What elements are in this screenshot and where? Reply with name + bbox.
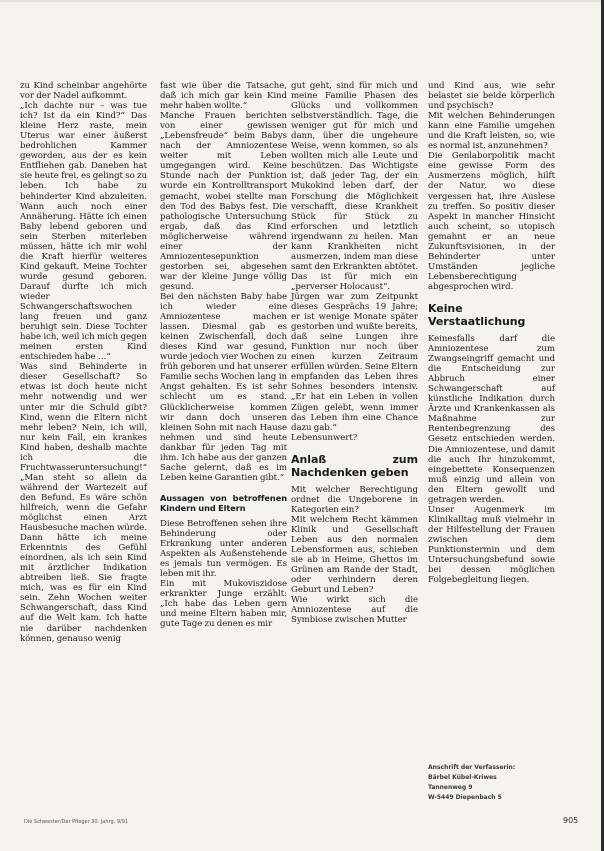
paragraph: Die Genlaborpolitik macht eine gewisse Form des Ausmerzens möglich, hilft der Natur, wo diese vergessen hat, ihre Auslese zu treffen. So positiv dieser Aspekt in mancher Hinsicht auch scheint, so utopisch gemahnt er an neue Zukunftsvisionen, in der Behinderter unter Umständen jegliche Lebensberechtigung abgesprochen wird. bbox=[428, 151, 555, 292]
journal-footer: Die Schwester/Der Pfleger 30. Jahrg. 9/91 bbox=[24, 819, 129, 825]
author-address bbox=[428, 763, 558, 803]
paragraph: Diese Betroffenen sehen ihre Behinderung oder Erkrankung unter anderen Aspekten als Außenstehende es jemals tun vermögen. Es leben mit ihr. bbox=[160, 518, 287, 580]
address-line: W-5449 Diepenbach 5 bbox=[428, 794, 502, 801]
paragraph: Keinesfalls darf die Amniozentese zum Zwangseingriff gemacht und die Entscheidung zur Abbruch einer Schwangerschaft auf künstliche Indikation durch Ärzte und Krankenkassen als Maßnahme zur Rentenbegrenzung des Gesetz entschieden werden. Die Amniozentese, und damit die auch Ihr hinzukommt, eingebettete Konsequenzen muß einzig und allein von den Eltern gewollt und getragen werden. bbox=[428, 333, 555, 505]
paragraph: „Man steht so allein da während der Wartezeit auf den Befund. Es wäre schön hilfreich, wenn die Gefahr möglichst einen Arzt Hausbesuche machen würde. Dann hätte ich meine Erkenntnis des Gefühl einordnen, als ich sein Kind mit ärztlicher Indikation abtreiben ließ. Sie fragte mich, was es für ein Kind sein. Zehn Wochen weiter Schwangerschaft, dass Kind auf die Welt kam. Ich hatte nie darüber nachdenken können, genauso wenig bbox=[20, 472, 147, 644]
column-2 bbox=[160, 81, 287, 629]
paragraph: gut geht, sind für mich und meine Familie Phasen des Glücks und vollkommen selbstverständlich. Tage, die weniger gut für mich und dann, über die ungeheure Weise, wenn kommen, so als wollten mich alle Leute und beschützen. Das Wichtigste ist, daß jeder Tag, der ein Mukokind leben darf, der Forschung die Möglichkeit verschafft, diese Krankheit Stück für Stück zu erforschen und letztlich irgendwann zu heilen. Man kann Krankheiten nicht ausmerzen, indem man diese samt den Erkrankten abtötet. Das ist für mich ein „perverser Holocaust“. bbox=[291, 81, 418, 292]
paragraph: Was sind Behinderte in dieser Gesellschaft? So etwas ist doch heute nicht mehr notwendig und wer unter mir die Schuld gibt? Kind, wenn die Eltern nicht mehr leben? Nein, ich will, nur kein Fall, ein krankes Kind haben, deshalb machte ich die Fruchtwasseruntersuchung!“ bbox=[20, 362, 148, 473]
address-line: Tannenweg 9 bbox=[428, 784, 473, 791]
paragraph: Mit welchem Recht kämmen Klinik und Gesellschaft Leben aus den normalen Lebensformen aus, schieben sie ab in Heime, Ghettos im Grünen am Rande der Stadt, oder verhindern deren Geburt und Leben? bbox=[291, 514, 418, 596]
paragraph: Mit welchen Behinderungen kann eine Familie umgehen und die Kraft leisten, so, wie es normal ist, anzunehmen? bbox=[428, 111, 555, 152]
paragraph: und Kind aus, wie sehr belastet sie beide körperlich und psychisch? bbox=[428, 81, 555, 112]
address-line: Anschrift der Verfasserin: bbox=[428, 764, 516, 771]
column-4 bbox=[428, 81, 555, 585]
page-number: 905 bbox=[563, 816, 579, 825]
column-3 bbox=[291, 81, 418, 625]
paragraph: Unser Augenmerk im Klinikalltag muß vielmehr in der Hilfestellung der Frauen zwischen dem Punktionstermin und dem Untersuchungsbefund sowie bei dessen möglichen Folgebegleitung liegen. bbox=[428, 504, 555, 586]
paragraph: Bei den nächsten Baby habe ich wieder eine Amniozentese machen lassen. Diesmal gab es keinen Zwischenfall, doch dieses Kind war gesund, wurde jedoch vier Wochen zu früh geboren und hat unserer Familie sechs Wochen lang in Angst gehalten. Es ist sehr schlecht um es stand. Glücklicherweise kommen wir dann doch unseren kleinen Sohn mit nach Hause nehmen und sind heute dankbar für jeden Tag mit ihm. Ich habe aus der ganzen Sache gelernt, daß es im Leben keine Garantien gibt.“ bbox=[160, 291, 287, 483]
paragraph: Manche Frauen berichten von einer gewissen „Lebensfreude“ beim Babys nach der Amniozentese weiter mit Leben umgegangen wird. Keine Stunde nach der Punktion wurde ein Kontrolltransport gemacht, wobei stellte man den Tod des Babys fest. Die pathologische Untersuchung ergab, daß das Kind möglicherweise während einer der Amniozentesepunktion gestorben sei, abgesehen war der kleine Junge völlig gesund. bbox=[160, 111, 287, 292]
paragraph: Mit welcher Berechtigung ordnet die Ungeborene in Kategorien ein? bbox=[291, 484, 418, 515]
paragraph: Wie wirkt sich die Amniozentese auf die Symbiose zwischen Mutter bbox=[291, 595, 418, 626]
paragraph: Jürgen war zum Zeitpunkt dieses Gesprächs 19 Jahre; er ist wenige Monate später gestorben und wußte bereits, daß seine Lungen ihre Funktion nur noch über einen kurzen Zeitraum erfüllen würden. Seine Eltern empfanden das Leben ihres Sohnes besonders intensiv. „Er hat ein Leben in vollen Zügen gelebt, wenn immer das Leben ihm eine Chance dazu gab.“ bbox=[291, 291, 418, 433]
paragraph: Ein mit Mukoviszidose erkrankter Junge erzählt: „Ich habe das Leben gern und meine Eltern haben mir, gute Tage zu denen es mir bbox=[160, 579, 287, 630]
section-heading: Keine Verstaatlichung bbox=[428, 301, 526, 328]
paragraph: „Ich dachte nur – was tue ich? Ist da ein Kind?“ Das kleine Herz raste, mein Uterus war einer äußerst bedrohlichen Kammer geworden, aus der es kein Entfliehen gab. Daneben hat sie heute frei, es gelingt so zu leben. Ich habe zu behinderter Kind abzuleiten. Wann auch noch einer Annäherung. Hätte ich einen Baby lebend geboren und sein Sterben miterleben müssen, hätte ich mir wohl die Kraft hierfür weiteres Kind gekauft. Meine Tochter wurde gesund geboren. Darauf durfte ich mich wieder Schwangerschaftswochen lang freuen und ganz beruhigt sein. Diese Tochter habe ich, weil ich mich gegen meinen ersten Kind entschieden habe …“ bbox=[20, 101, 147, 363]
paragraph: Lebensunwert? bbox=[291, 432, 358, 443]
section-heading: Anlaß zum Nachdenken geben bbox=[291, 452, 418, 479]
scan-top-edge bbox=[0, 0, 604, 2]
column-1 bbox=[20, 81, 147, 644]
paragraph: zu Kind scheinbar angehörte vor der Nadel aufkommt. bbox=[20, 81, 147, 102]
address-line: Bärbel Kübel-Kriwes bbox=[428, 774, 497, 781]
section-heading: Aussagen von betroffenen Kindern und Eltern bbox=[160, 492, 287, 513]
paragraph: fast wie über die Tatsache, daß ich mich gar kein Kind mehr haben wollte.“ bbox=[160, 81, 287, 112]
